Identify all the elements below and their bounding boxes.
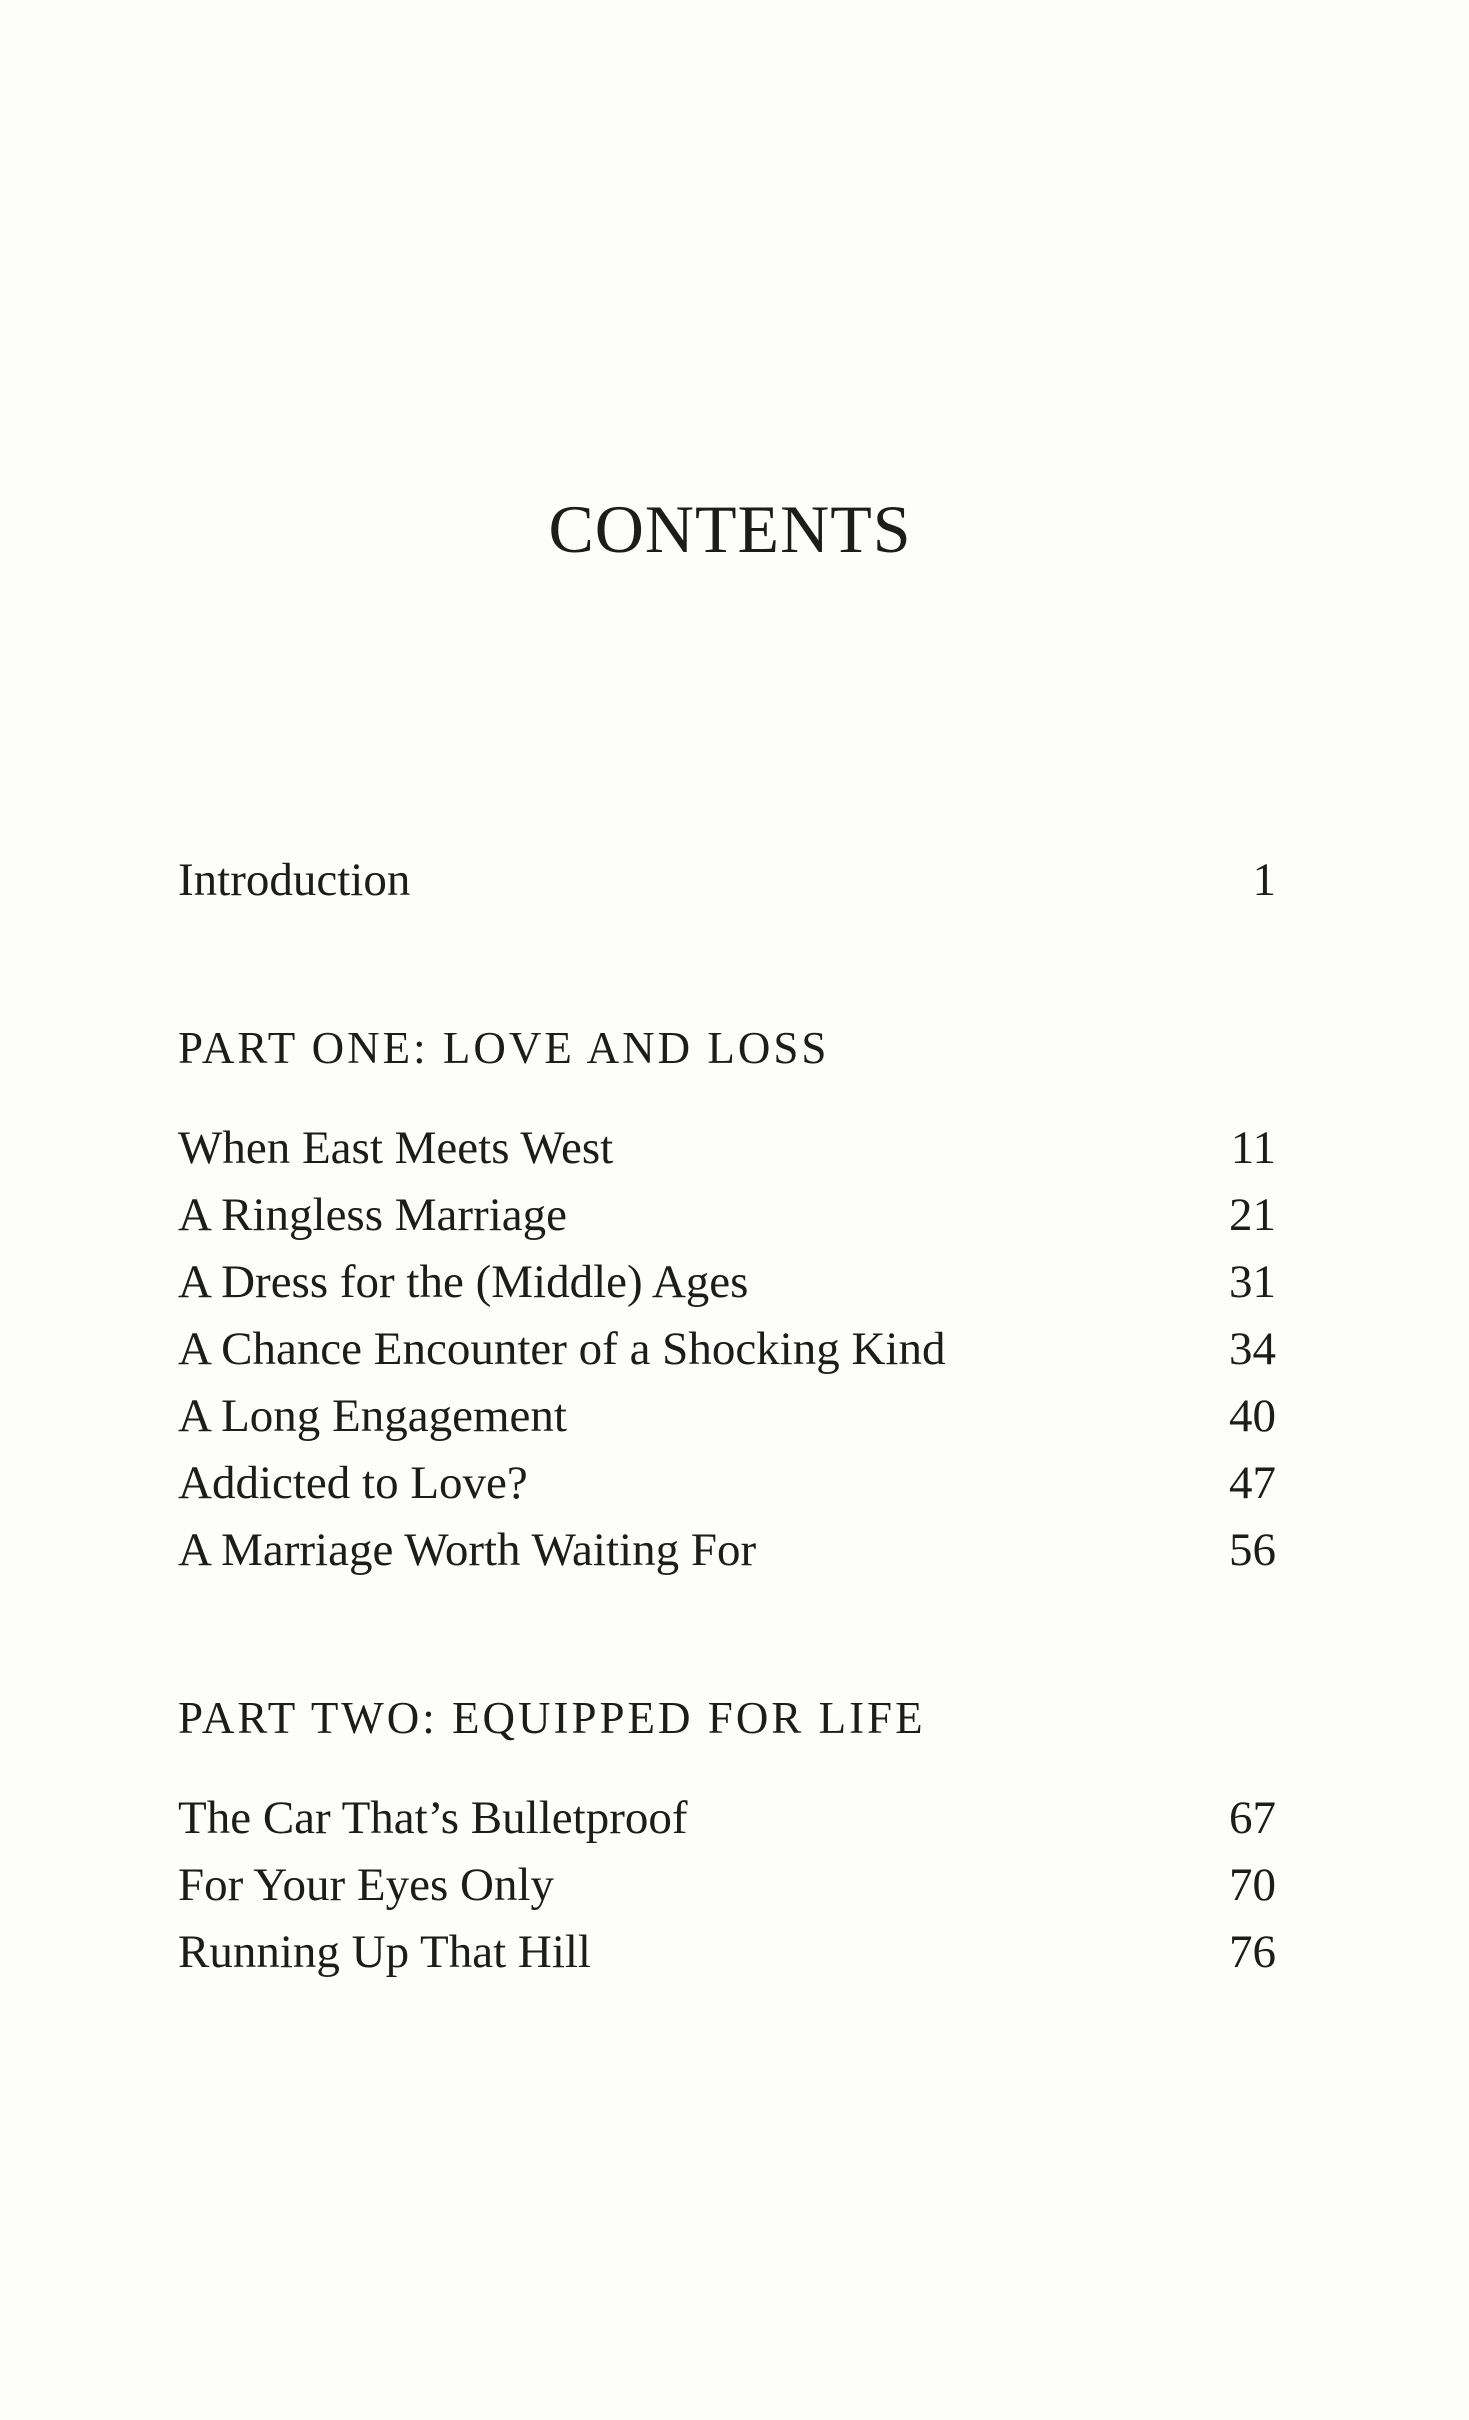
toc-entry bbox=[178, 1187, 1276, 1243]
toc-entry-introduction bbox=[178, 852, 1276, 908]
toc-entry-label: A Ringless Marriage bbox=[178, 1189, 567, 1241]
toc-entry-page: 21 bbox=[1229, 1189, 1276, 1241]
page-title: CONTENTS bbox=[548, 491, 912, 567]
toc-entry-page: 40 bbox=[1229, 1390, 1276, 1442]
toc-entry-page: 56 bbox=[1229, 1524, 1276, 1576]
toc-entry-label: The Car That’s Bulletproof bbox=[178, 1792, 688, 1844]
toc-entry-label: A Long Engagement bbox=[178, 1390, 567, 1442]
toc-entry bbox=[178, 1388, 1276, 1444]
toc-entry bbox=[178, 1455, 1276, 1511]
toc-entry-label: Running Up That Hill bbox=[178, 1926, 591, 1978]
toc-entry bbox=[178, 1924, 1276, 1980]
toc-entry-page: 47 bbox=[1229, 1457, 1276, 1509]
part-one-heading: PART ONE: LOVE AND LOSS bbox=[178, 1023, 830, 1073]
toc-entry-label: Addicted to Love? bbox=[178, 1457, 528, 1509]
toc-entry-page: 11 bbox=[1230, 1122, 1276, 1174]
toc-entry-page: 1 bbox=[1252, 854, 1276, 906]
toc-entry-page: 34 bbox=[1229, 1323, 1276, 1375]
toc-entry bbox=[178, 1522, 1276, 1578]
toc-entry-page: 67 bbox=[1229, 1792, 1276, 1844]
toc-entry-page: 31 bbox=[1229, 1256, 1276, 1308]
toc-entry-label: A Marriage Worth Waiting For bbox=[178, 1524, 757, 1576]
toc-entry-label: A Chance Encounter of a Shocking Kind bbox=[178, 1323, 946, 1375]
part-two-heading: PART TWO: EQUIPPED FOR LIFE bbox=[178, 1693, 926, 1743]
toc-entry bbox=[178, 1120, 1276, 1176]
toc-entry-label: When East Meets West bbox=[178, 1122, 614, 1174]
toc-entry-page: 76 bbox=[1229, 1926, 1276, 1978]
toc-entry-label: Introduction bbox=[178, 854, 411, 906]
toc-entry-label: For Your Eyes Only bbox=[178, 1859, 555, 1911]
toc-entry bbox=[178, 1254, 1276, 1310]
toc-entry-label: A Dress for the (Middle) Ages bbox=[178, 1256, 749, 1308]
toc-entry bbox=[178, 1857, 1276, 1913]
toc-entry-page: 70 bbox=[1229, 1859, 1276, 1911]
toc-entry bbox=[178, 1790, 1276, 1846]
toc-entry bbox=[178, 1321, 1276, 1377]
